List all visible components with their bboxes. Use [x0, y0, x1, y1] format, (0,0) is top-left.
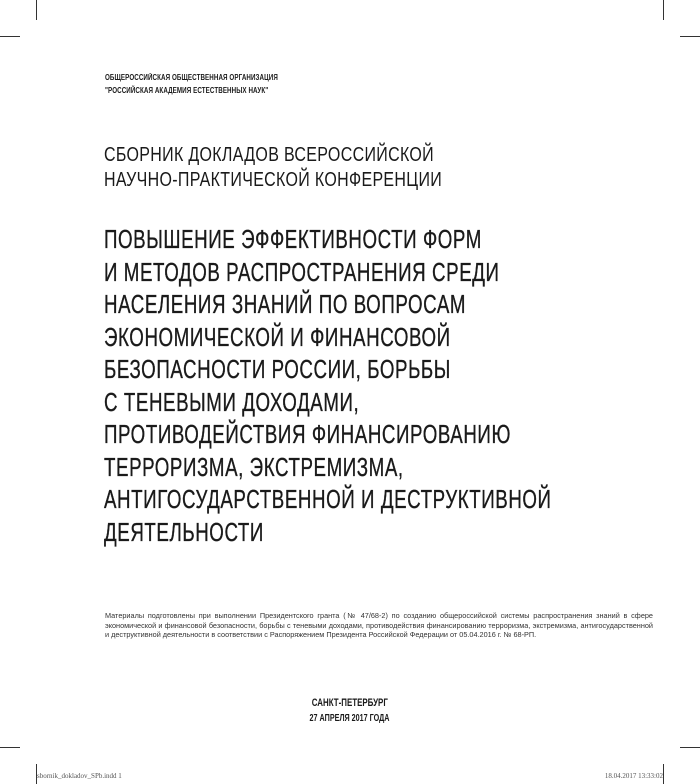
- crop-mark-bottom-right: [663, 764, 664, 784]
- print-slug-filename: sbornik_dokladov_SPb.indd 1: [37, 772, 122, 780]
- crop-mark-left-bottom: [0, 747, 20, 748]
- conference-title-line: С ТЕНЕВЫМИ ДОХОДАМИ,: [104, 386, 360, 417]
- collection-title-line-1: СБОРНИК ДОКЛАДОВ ВСЕРОССИЙСКОЙ: [104, 144, 434, 166]
- conference-title: [104, 223, 552, 548]
- publication-date-text: 27 АПРЕЛЯ 2017 ГОДА: [310, 713, 390, 724]
- conference-title-line: ПОВЫШЕНИЕ ЭФФЕКТИВНОСТИ ФОРМ: [104, 224, 482, 254]
- print-slug-timestamp: 18.04.2017 13:33:02: [604, 772, 663, 780]
- grant-note: Материалы подготовлены при выполнении Президентского гранта (№ 47/68-2) по созданию общероссийской системы распространения знаний в сфере экономической и финансовой безопасности, борьбы с теневыми доходами, противодействия финансированию терроризма, экстремизма, антигосударственной и деструктивной деятельности в соответствии с Распоряжением Президента Российской Федерации от 05.04.2016 г. № 68-РП.: [105, 611, 653, 640]
- publication-date: [0, 713, 700, 724]
- conference-title-line: НАСЕЛЕНИЯ ЗНАНИЙ ПО ВОПРОСАМ: [104, 289, 467, 319]
- conference-title-line: ТЕРРОРИЗМА, ЭКСТРЕМИЗМА,: [104, 451, 404, 482]
- crop-mark-top-left: [36, 0, 37, 20]
- organization-header: [105, 71, 278, 97]
- conference-title-line: ЭКОНОМИЧЕСКОЙ И ФИНАНСОВОЙ: [104, 321, 451, 352]
- crop-mark-left-top: [0, 36, 20, 37]
- crop-mark-right-top: [680, 36, 700, 37]
- conference-title-line: АНТИГОСУДАРСТВЕННОЙ И ДЕСТРУКТИВНОЙ: [104, 484, 552, 514]
- publication-city: [0, 697, 700, 709]
- collection-title: [104, 143, 442, 193]
- crop-mark-right-bottom: [680, 747, 700, 748]
- conference-title-line: ДЕЯТЕЛЬНОСТИ: [104, 516, 264, 547]
- conference-title-line: БЕЗОПАСНОСТИ РОССИИ, БОРЬБЫ: [104, 354, 451, 384]
- conference-title-line: И МЕТОДОВ РАСПРОСТРАНЕНИЯ СРЕДИ: [104, 256, 500, 287]
- crop-mark-top-right: [663, 0, 664, 20]
- collection-title-line-2: НАУЧНО-ПРАКТИЧЕСКОЙ КОНФЕРЕНЦИИ: [104, 169, 443, 191]
- organization-line-1: ОБЩЕРОССИЙСКАЯ ОБЩЕСТВЕННАЯ ОРГАНИЗАЦИЯ: [105, 73, 278, 82]
- publication-city-text: САНКТ-ПЕТЕРБУРГ: [311, 697, 389, 709]
- organization-line-2: "РОССИЙСКАЯ АКАДЕМИЯ ЕСТЕСТВЕННЫХ НАУК": [105, 86, 269, 95]
- conference-title-line: ПРОТИВОДЕЙСТВИЯ ФИНАНСИРОВАНИЮ: [104, 419, 511, 449]
